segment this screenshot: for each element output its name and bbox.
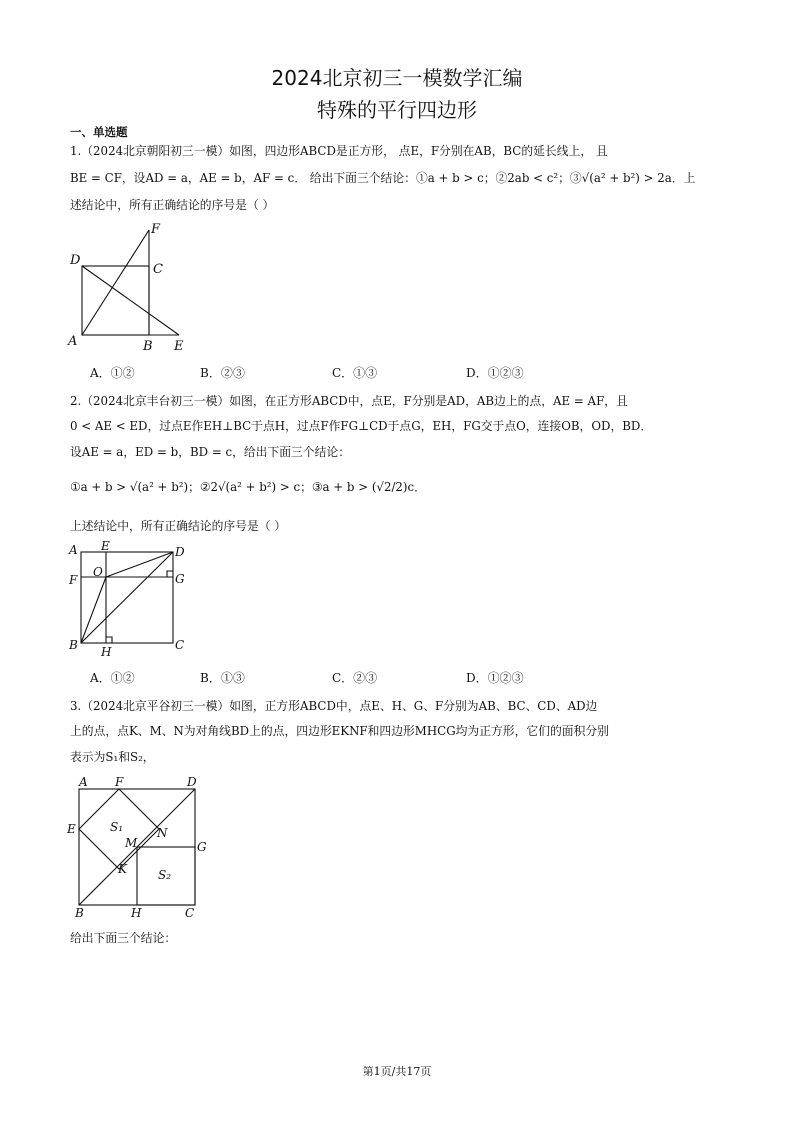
q1-label-c: C [153,262,163,277]
q2-right-angle-h [106,637,112,643]
q2-label-b: B [69,638,78,652]
q3-label-s1: S₁ [110,820,124,834]
q2-option-c: C．②③ [332,671,378,685]
q1-square [82,266,149,335]
q3-text-line1: 3.（2024北京平谷初三一模）如图，正方形ABCD中，点E、H、G、F分别为AB、BC、CD、AD边 [70,699,598,713]
q2-label-f: F [69,573,78,587]
q1-line-af [82,230,149,335]
q1-label-b: B [143,339,153,354]
q1-text-line2: BE = CF，设AD = a，AE = b，AF = c． 给出下面三个结论：①a + b > c；②2ab < c²；③√(a² + b²) > 2a．上 [70,171,696,185]
q3-figure [64,774,214,924]
q2-label-a: A [69,543,78,557]
q2-label-g: G [175,572,185,586]
q2-option-a: A．①② [90,671,135,685]
q2-label-c: C [175,638,185,652]
page-subtitle: 特殊的平行四边形 [317,98,477,122]
q1-text-line1: 1.（2024北京朝阳初三一模）如图，四边形ABCD是正方形， 点E，F分别在AB，BC的延长线上， 且 [70,144,608,158]
q2-label-d: D [175,545,185,559]
q2-label-o: O [93,565,103,579]
q3-label-e: E [67,822,76,836]
q3-label-f: F [115,775,124,789]
q3-label-a: A [79,775,88,789]
q1-label-f: F [151,222,161,237]
q2-option-d: D．①②③ [466,671,524,685]
q2-text-line1: 2.（2024北京丰台初三一模）如图，在正方形ABCD中，点E，F分别是AD，AB边上的点，AE = AF，且 [70,394,628,408]
q1-label-e: E [174,339,184,354]
q2-label-e: E [101,540,110,553]
q3-label-d: D [187,775,197,789]
q3-text-line2: 上的点，点K、M、N为对角线BD上的点，四边形EKNF和四边形MHCG均为正方形，它们的面积分别 [70,724,609,738]
q2-text-line4: ①a + b > √(a² + b²)；②2√(a² + b²) > c；③a + b > (√2/2)c． [70,480,426,494]
q1-label-d: D [70,253,81,268]
page-title: 2024北京初三一模数学汇编 [271,66,523,90]
q2-label-h: H [101,645,112,659]
q2-text-line2: 0 < AE < ED，过点E作EH⊥BC于点H，过点F作FG⊥CD于点G，EH，FG交于点O，连接OB，OD，BD． [70,419,653,433]
q3-text-line3: 表示为S₁和S₂， [70,750,155,764]
q2-option-b: B．①③ [200,671,245,685]
q1-option-c: C．①③ [332,366,378,380]
q3-label-c: C [185,906,195,920]
q3-label-g: G [197,840,207,854]
q1-label-a: A [68,334,78,349]
q3-label-k: K [118,862,127,876]
q3-label-h: H [131,906,142,920]
q2-figure [64,540,194,666]
q1-figure [64,220,194,358]
q2-line-ob [81,577,106,643]
q3-label-n: N [157,826,168,840]
section-heading: 一、单选题 [70,125,128,139]
page-footer: 第1页/共17页 [362,1065,432,1078]
q1-option-d: D．①②③ [466,366,524,380]
q3-label-m: M [125,836,138,850]
q3-label-s2: S₂ [158,868,172,882]
q3-text-line4: 给出下面三个结论： [70,931,177,945]
q2-text-line5: 上述结论中，所有正确结论的序号是（ ） [70,519,287,533]
q1-line-de [82,266,179,335]
q2-right-angle-g [167,571,173,577]
q3-label-b: B [75,906,84,920]
q2-line-od [106,552,173,577]
q2-text-line3: 设AE = a，ED = b，BD = c，给出下面三个结论： [70,445,351,459]
q1-option-b: B．②③ [200,366,245,380]
q1-option-a: A．①② [90,366,135,380]
q1-text-line3: 述结论中，所有正确结论的序号是（ ） [70,198,275,212]
